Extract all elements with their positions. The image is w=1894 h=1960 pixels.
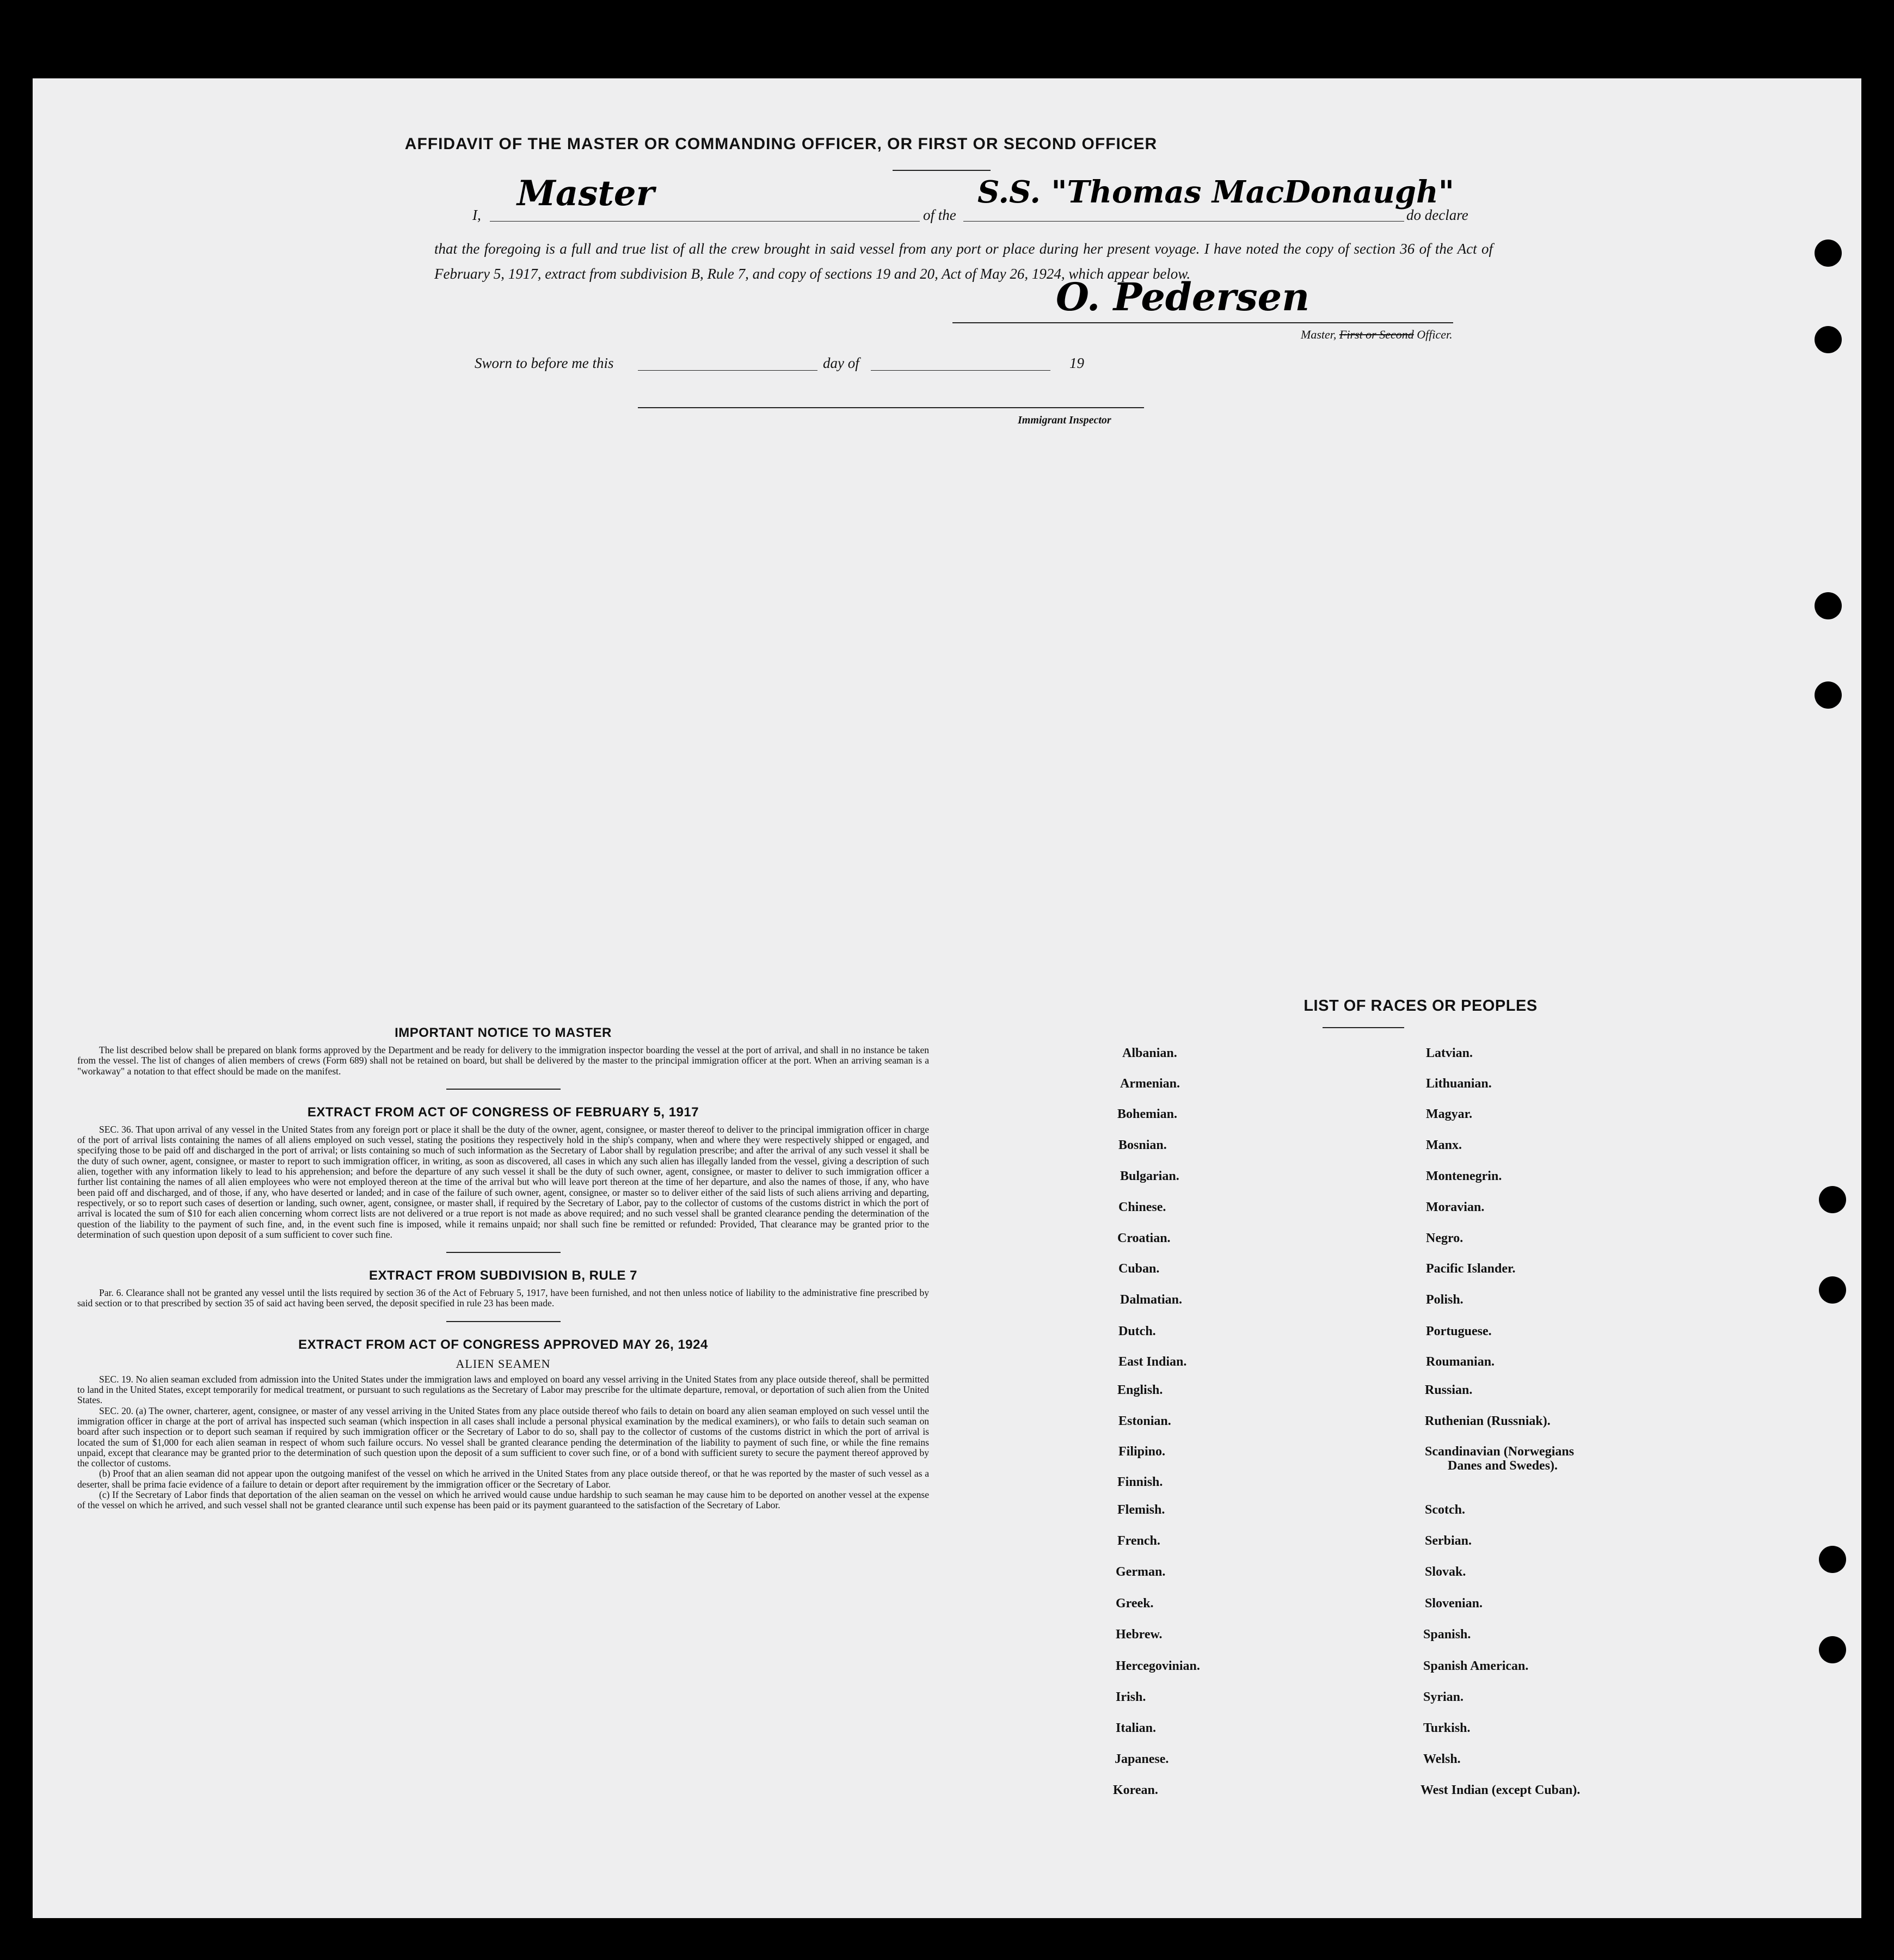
do-declare-label: do declare — [1406, 207, 1468, 223]
sig-officer: Officer. — [1417, 328, 1453, 341]
act-1917-paragraph: SEC. 36. That upon arrival of any vessel in the United States from any foreign port or place it shall be the duty of the owner, agent, consignee, or master thereof to deliver to the principal immigration officer in charge of the port of arrival lists containing the names of all aliens employed on such vessel, stating the positions they respectively hold in the ship's company, when and where they were respectively shipped or engaged, and specifying those to be paid off and discharged in the port of arrival; or lists containing so much of such information as the Secretary of Labor shall by regulation prescribe; and after the arrival of any such vessel it shall be the duty of such owner, agent, consignee, or master to report to such immigration officer, in writing, as soon as discovered, all cases in which any such alien has illegally landed from the vessel, giving a description of such alien, together with any information likely to lead to his apprehension; and before the departure of any such vessel it shall be the duty of such owner, agent, consignee, or master to deliver to such immigration officer a further list containing the names of all alien employees who were not employed thereon at the time of the arrival but who will leave port thereon at the time of her departure, and also the names of those, if any, who have been paid off and discharged, and of those, if any, who have deserted or landed; and in case of the failure of such owner, agent, consignee, or master so to deliver either of the said lists of such aliens arriving and departing, respectively, or so to report such cases of desertion or landing, such owner, agent, consignee, or master shall, if required by the Secretary of Labor, pay to the collector of customs of the customs district in which the port of arrival is located the sum of $10 for each alien concerning whom correct lists are not delivered or a true report is not made as above required; and no such vessel shall be granted clearance pending the determination of the question of the liability to the payment of such fine, and, in the event such fine is imposed, while it remains unpaid; nor shall such fine be remitted or refunded: Provided, That clearance may be granted prior to the determination of such question upon deposit of a sum sufficient to cover such fine. — [77, 1123, 929, 1240]
race-left-item: East Indian. — [1118, 1355, 1187, 1369]
race-right-item: Spanish. — [1423, 1627, 1471, 1642]
affidavit-title: AFFIDAVIT OF THE MASTER OR COMMANDING OFFICER, OR FIRST OR SECOND OFFICER — [404, 135, 1158, 153]
sworn-day-line — [638, 370, 817, 371]
document-page — [33, 78, 1861, 1918]
race-left-item: Korean. — [1113, 1783, 1158, 1797]
race-right-item: Slovenian. — [1425, 1596, 1483, 1611]
race-left-item: Armenian. — [1120, 1077, 1180, 1091]
race-right-item: Serbian. — [1425, 1534, 1472, 1548]
race-right-item: Ruthenian (Russniak). — [1425, 1414, 1551, 1428]
race-left-item: Bulgarian. — [1120, 1169, 1179, 1183]
race-left-item: Cuban. — [1118, 1262, 1160, 1276]
act-1924-sec20a: SEC. 20. (a) The owner, charterer, agent, consignee, or master of any vessel arriving in the United States from any place outside thereof who fails to detain on board any alien seaman employed on such vessel until the immigration officer in charge at the port of arrival has inspected such seaman (which inspection in all cases shall include a personal physical examination by the medical examiners), or who fails to detain such seaman on board after such inspection or to deport such seaman if required by such immigration officer or the Secretary of Labor to do so, shall pay to the collector of customs of the customs district in which the port of arrival is located the sum of $1,000 for each alien seaman in respect of whom such failure occurs. No vessel shall be granted clearance pending the determination of the liability to payment of such fine, or while the fine remains unpaid, except that clearance may be granted prior to the determination of such question upon the deposit of a sum sufficient to cover such fine, or of a bond with sufficient surety to secure the payment thereof approved by the collector of customs. — [77, 1405, 929, 1469]
race-left-item: Chinese. — [1118, 1200, 1166, 1214]
punch-hole — [1815, 681, 1842, 709]
title-divider — [893, 170, 991, 171]
act-1924-title: EXTRACT FROM ACT OF CONGRESS APPROVED MAY 26, 1924 — [298, 1337, 708, 1352]
important-notice-paragraph: The list described below shall be prepared on blank forms approved by the Department and be ready for delivery to the immigration inspector boarding the vessel at the port of arrival, and shall in no instance be taken from the vessel. The list of changes of alien members of crews (Form 689) shall not be retained on board, but shall be delivered by the master to the principal immigration officer at the port. When an arriving seaman is a "workaway" a notation to that effect should be made on the manifest. — [77, 1044, 929, 1077]
punch-hole — [1815, 326, 1842, 353]
signature-line — [952, 322, 1453, 323]
section-divider — [446, 1321, 561, 1322]
race-right-item: Latvian. — [1426, 1046, 1473, 1060]
rule-7-text — [77, 1288, 929, 1309]
race-right-item: Slovak. — [1425, 1565, 1466, 1579]
race-left-item: Estonian. — [1118, 1414, 1171, 1428]
punch-hole — [1819, 1546, 1846, 1573]
race-left-item: German. — [1116, 1565, 1166, 1579]
race-right-item: Moravian. — [1426, 1200, 1485, 1214]
section-divider — [446, 1252, 561, 1253]
race-left-item: Finnish. — [1117, 1475, 1163, 1489]
race-left-item: Dalmatian. — [1120, 1293, 1182, 1307]
race-left-item: Greek. — [1116, 1596, 1154, 1611]
race-right-item: Turkish. — [1423, 1721, 1471, 1735]
race-left-item: English. — [1117, 1383, 1163, 1397]
race-right-item: Syrian. — [1423, 1690, 1464, 1704]
race-right-item: Roumanian. — [1426, 1355, 1495, 1369]
race-left-item: Filipino. — [1118, 1445, 1166, 1459]
race-right-item: West Indian (except Cuban). — [1420, 1783, 1581, 1797]
inspector-line — [638, 407, 1144, 408]
race-left-item: Japanese. — [1115, 1752, 1169, 1766]
race-right-item: Montenegrin. — [1426, 1169, 1502, 1183]
act-1924-sec20c: (c) If the Secretary of Labor finds that deportation of the alien seaman on the vessel on which he arrived would cause undue hardship to such seaman he may cause him to be deported on another vessel at the expense of the vessel on which he arrived, and such vessel shall not be granted clearance until such expense has been paid or its payment guaranteed to the satisfaction of the Secretary of Labor. — [77, 1489, 929, 1511]
rule-7-title: EXTRACT FROM SUBDIVISION B, RULE 7 — [368, 1268, 638, 1283]
sig-master: Master, — [1301, 328, 1337, 341]
race-left-item: Bohemian. — [1117, 1107, 1178, 1121]
race-right-item: Scandinavian (Norwegians — [1425, 1445, 1575, 1459]
race-right-item: Danes and Swedes). — [1448, 1459, 1558, 1473]
master-signature: O. Pedersen — [1056, 274, 1310, 320]
punch-hole — [1819, 1276, 1846, 1304]
race-left-item: Dutch. — [1118, 1324, 1156, 1338]
races-title: LIST OF RACES OR PEOPLES — [1303, 997, 1538, 1015]
race-left-item: Italian. — [1116, 1721, 1157, 1735]
affidavit-body: that the foregoing is a full and true list of all the crew brought in said vessel from any port or place during her present voyage. I have noted the copy of section 36 of the Act of February 5, 1917, extract from subdivision B, Rule 7, and copy of sections 19 and 20, Act of May 26, 1924, which appear below. — [434, 241, 1493, 282]
day-of-label: day of — [823, 355, 859, 371]
act-1917-title: EXTRACT FROM ACT OF CONGRESS OF FEBRUARY 5, 1917 — [307, 1104, 699, 1120]
race-left-item: Albanian. — [1122, 1046, 1177, 1060]
act-1924-subtitle: ALIEN SEAMEN — [456, 1356, 551, 1371]
punch-hole — [1815, 239, 1842, 267]
important-notice-title: IMPORTANT NOTICE TO MASTER — [395, 1025, 612, 1040]
punch-hole — [1819, 1636, 1846, 1663]
punch-hole — [1819, 1186, 1846, 1213]
of-the-label: of the — [923, 207, 956, 223]
act-1924-sec19: SEC. 19. No alien seaman excluded from admission into the United States under the immigration laws and employed on board any vessel arriving in the United States from any place outside thereof, shall be permitted to land in the United States, except temporarily for medical treatment, or pursuant to such regulations as the Secretary of Labor may prescribe for the ultimate departure, removal, or deportation of such alien from the United States. — [77, 1373, 929, 1406]
act-1924-sec20b: (b) Proof that an alien seaman did not appear upon the outgoing manifest of the vessel on which he arrived in the United States from any place outside thereof, or that he was reported by the master of such vessel as a deserter, shall be prima facie evidence of a failure to detain or deport after requirement by the immigration officer or the Secretary of Labor. — [77, 1468, 929, 1490]
race-left-item: Hercegovinian. — [1116, 1659, 1200, 1673]
race-left-item: Flemish. — [1117, 1503, 1165, 1517]
sworn-label: Sworn to before me this — [475, 355, 614, 371]
signature-caption — [1301, 328, 1453, 342]
sig-struck: First or Second — [1339, 328, 1414, 341]
inspector-label: Immigrant Inspector — [1018, 414, 1111, 426]
notice-section — [77, 1025, 929, 1511]
declarant-handwritten: Master — [517, 173, 655, 214]
race-right-item: Negro. — [1426, 1231, 1463, 1245]
race-right-item: Manx. — [1426, 1138, 1462, 1152]
race-right-item: Scotch. — [1425, 1503, 1465, 1517]
race-right-item: Portuguese. — [1426, 1324, 1492, 1338]
act-1924-text — [77, 1374, 929, 1511]
declarant-line — [490, 221, 920, 222]
race-right-item: Lithuanian. — [1426, 1077, 1492, 1091]
race-left-item: Bosnian. — [1118, 1138, 1167, 1152]
race-left-item: Hebrew. — [1116, 1627, 1163, 1642]
race-right-item: Pacific Islander. — [1426, 1262, 1516, 1276]
races-title-divider — [1323, 1027, 1404, 1028]
race-left-item: Irish. — [1116, 1690, 1146, 1704]
race-left-item: French. — [1117, 1534, 1160, 1548]
year-label: 19 — [1069, 355, 1084, 371]
race-right-item: Welsh. — [1423, 1752, 1461, 1766]
race-right-item: Polish. — [1426, 1293, 1463, 1307]
race-right-item: Magyar. — [1426, 1107, 1473, 1121]
vessel-line — [963, 221, 1404, 222]
important-notice-text — [77, 1045, 929, 1077]
act-1917-text — [77, 1125, 929, 1240]
section-divider — [446, 1089, 561, 1090]
rule-7-paragraph: Par. 6. Clearance shall not be granted any vessel until the lists required by section 36 of the Act of February 5, 1917, have been furnished, and not then unless notice of liability to the administrative fine prescribed by said section or to that prescribed by section 35 of said act having been served, the deposit specified in rule 23 has been made. — [77, 1287, 929, 1309]
i-label: I, — [472, 207, 481, 223]
punch-hole — [1815, 592, 1842, 619]
race-right-item: Spanish American. — [1423, 1659, 1529, 1673]
race-right-item: Russian. — [1425, 1383, 1473, 1397]
sworn-month-line — [871, 370, 1050, 371]
race-left-item: Croatian. — [1117, 1231, 1171, 1245]
vessel-handwritten: S.S. "Thomas MacDonaugh" — [977, 174, 1454, 210]
